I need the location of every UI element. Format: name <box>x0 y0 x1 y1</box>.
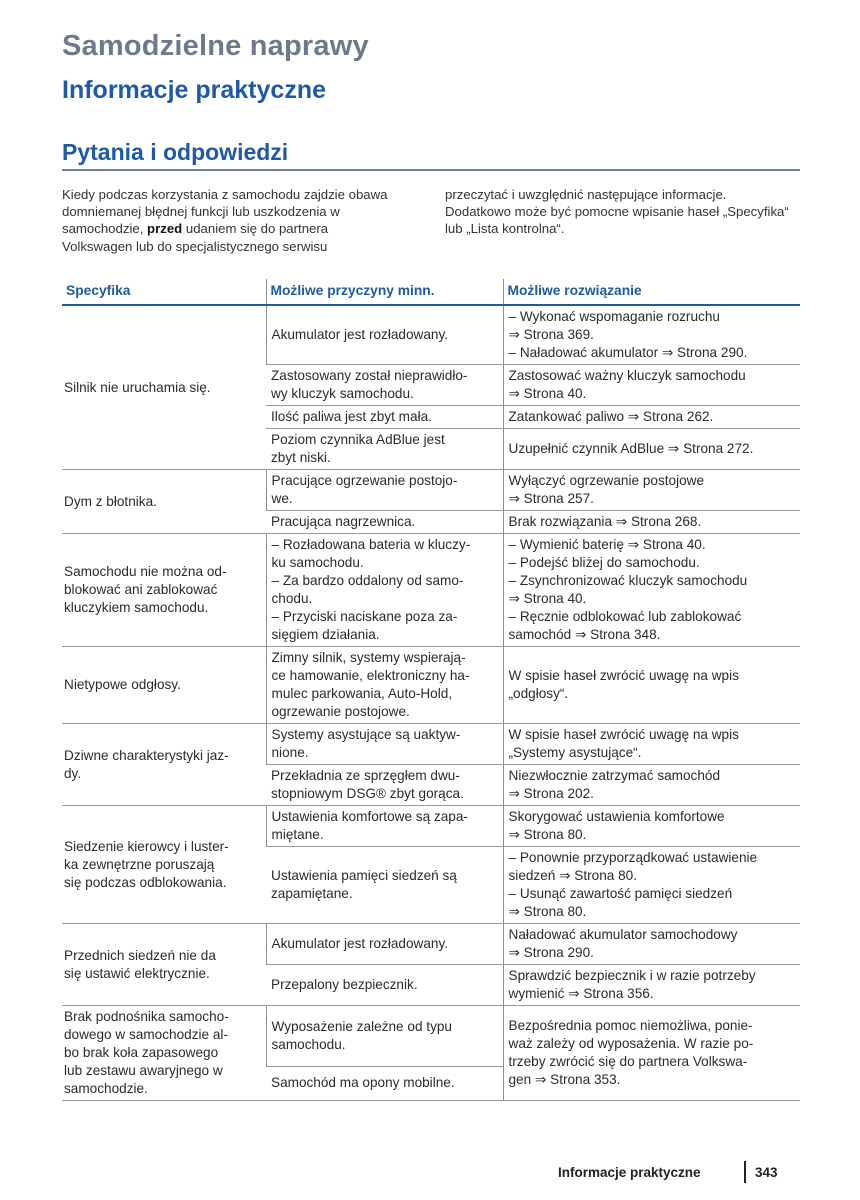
cause-cell <box>266 647 503 724</box>
solution-cell <box>503 847 800 924</box>
solution-cell-line: Skorygować ustawienia komfortowe <box>508 809 725 824</box>
cause-cell-line: Systemy asystujące są uaktyw- <box>271 727 461 742</box>
solution-cell <box>503 647 800 724</box>
solution-cell-line: ⇒ Strona 369. <box>508 327 594 342</box>
solution-cell-line: Wyłączyć ogrzewanie postojowe <box>508 473 705 488</box>
solution-cell-line: – Naładować akumulator ⇒ Strona 290. <box>508 345 748 360</box>
solution-cell <box>503 406 800 429</box>
cause-cell-line: we. <box>271 491 293 506</box>
solution-cell-line: Zastosować ważny kluczyk samochodu <box>508 368 746 383</box>
spec-cell-line: Przednich siedzeń nie da <box>64 947 216 963</box>
table-header-row <box>62 279 800 305</box>
cause-cell-line: ce hamowanie, elektroniczny ha- <box>271 668 470 683</box>
cause-cell <box>266 965 503 1006</box>
section-title: Informacje praktyczne <box>62 76 326 104</box>
solution-cell-line: – Ponownie przyporządkować ustawienie <box>508 850 758 865</box>
solution-cell-line: W spisie haseł zwrócić uwagę na wpis <box>508 727 739 742</box>
solution-cell-line: ⇒ Strona 80. <box>508 904 587 919</box>
solution-cell <box>503 470 800 511</box>
solution-cell-line: Naładować akumulator samochodowy <box>508 927 738 942</box>
intro-bold-word: przed <box>147 221 183 237</box>
cause-cell-line: Ustawienia pamięci siedzeń są <box>271 868 457 883</box>
solution-cell-line: Zatankować paliwo ⇒ Strona 262. <box>508 409 714 424</box>
cause-cell <box>266 1066 503 1100</box>
cause-cell <box>266 765 503 806</box>
cause-cell <box>266 1006 503 1067</box>
cause-cell-line: Wyposażenie zależne od typu <box>271 1018 452 1034</box>
solution-cell-line: Brak rozwiązania ⇒ Strona 268. <box>508 514 702 529</box>
spec-cell-line: lub zestawu awaryjnego w <box>64 1063 223 1078</box>
cause-cell-line: zapamiętane. <box>271 886 353 901</box>
solution-cell-line: ⇒ Strona 40. <box>508 591 587 606</box>
solution-cell-line: – Zsynchronizować kluczyk samochodu <box>508 573 748 588</box>
chapter-title: Samodzielne naprawy <box>62 30 369 62</box>
cause-cell-line: Samochód ma opony mobilne. <box>271 1075 455 1091</box>
spec-cell-line: dowego w samochodzie al- <box>64 1027 228 1042</box>
spec-cell-line: się podczas odblokowania. <box>64 874 227 890</box>
cause-cell-line: Akumulator jest rozładowany. <box>271 936 449 951</box>
solution-cell-line: – Podejść bliżej do samochodu. <box>508 555 700 570</box>
solution-cell-line: Niezwłocznie zatrzymać samochód <box>508 768 721 783</box>
subsection-rule <box>62 169 800 171</box>
spec-cell <box>62 924 266 1006</box>
cause-cell <box>266 924 503 965</box>
header-przyczyny: Możliwe przyczyny minn. <box>266 279 503 305</box>
cause-cell <box>266 305 503 365</box>
intro-text-after: udaniem się do partnera Volkswagen lub do specjalistycznego serwisu <box>62 221 329 254</box>
cause-cell <box>266 511 503 534</box>
solution-cell-line: ⇒ Strona 40. <box>508 386 587 401</box>
cause-cell-line: Zastosowany został nieprawidło- <box>271 368 468 383</box>
footer-section-label: Informacje praktyczne <box>558 1165 701 1180</box>
solution-cell-line: – Wykonać wspomaganie rozruchu <box>508 309 720 324</box>
table-row <box>62 924 800 965</box>
spec-cell-line: ka zewnętrzne poruszają <box>64 856 215 872</box>
intro-right-column: przeczytać i uwzględnić następujące informacje. Dodatkowo może być pomocne wpisanie haseł „Specyfika“ lub „Lista kontrolna“. <box>445 187 789 237</box>
troubleshooting-table <box>62 279 800 1101</box>
cause-cell-line: chodu. <box>271 591 313 606</box>
cause-cell-line: Przepalony bezpiecznik. <box>271 977 418 992</box>
solution-cell-line: ⇒ Strona 202. <box>508 786 594 801</box>
intro-text-before: Kiedy podczas korzystania z samochodu zajdzie obawa domniemanej błędnej funkcji lub uszkodzenia w samochodzie, <box>62 187 388 237</box>
cause-cell-line: Pracujące ogrzewanie postojo- <box>271 473 458 488</box>
solution-cell <box>503 534 800 647</box>
cause-cell <box>266 365 503 406</box>
cause-cell-line: ogrzewanie postojowe. <box>271 704 410 719</box>
cause-cell-line: Pracująca nagrzewnica. <box>271 514 416 529</box>
cause-cell-line: mulec parkowania, Auto-Hold, <box>271 686 453 701</box>
cause-cell <box>266 470 503 511</box>
table-row <box>62 806 800 847</box>
solution-cell-line: samochód ⇒ Strona 348. <box>508 627 661 642</box>
page-number: 343 <box>755 1165 778 1180</box>
solution-cell <box>503 305 800 365</box>
solution-cell-line: ⇒ Strona 257. <box>508 491 594 506</box>
cause-cell-line: sięgiem działania. <box>271 627 380 642</box>
spec-cell-line: bo brak koła zapasowego <box>64 1045 219 1060</box>
solution-cell <box>503 965 800 1006</box>
spec-cell <box>62 305 266 470</box>
spec-cell-line: Silnik nie uruchamia się. <box>64 379 211 395</box>
solution-cell <box>503 806 800 847</box>
solution-cell-line: „Systemy asystujące“. <box>508 745 642 760</box>
footer-divider <box>744 1161 746 1183</box>
spec-cell-line: samochodzie. <box>64 1081 148 1096</box>
solution-cell-line: Uzupełnić czynnik AdBlue ⇒ Strona 272. <box>508 441 754 456</box>
cause-cell-line: Ilość paliwa jest zbyt mała. <box>271 409 432 424</box>
spec-cell <box>62 806 266 924</box>
solution-cell-line: W spisie haseł zwrócić uwagę na wpis <box>508 668 739 683</box>
table-row <box>62 534 800 647</box>
spec-cell <box>62 1006 266 1101</box>
table-body <box>62 305 800 1101</box>
solution-cell-line: ⇒ Strona 290. <box>508 945 594 960</box>
solution-cell-line: trzeby zwrócić się do partnera Volkswa- <box>508 1054 748 1069</box>
spec-cell-line: Brak podnośnika samocho- <box>64 1009 229 1024</box>
cause-cell-line: stopniowym DSG® zbyt gorąca. <box>271 786 464 801</box>
solution-cell <box>503 724 800 765</box>
intro-left-column <box>62 186 402 255</box>
solution-cell-line: Sprawdzić bezpiecznik i w razie potrzeby <box>508 968 756 983</box>
solution-cell-line: Bezpośrednia pomoc niemożliwa, ponie- <box>508 1018 753 1033</box>
solution-cell <box>503 924 800 965</box>
cause-cell <box>266 806 503 847</box>
cause-cell <box>266 534 503 647</box>
solution-cell <box>503 511 800 534</box>
cause-cell-line: Akumulator jest rozładowany. <box>271 327 449 342</box>
header-specyfika: Specyfika <box>62 279 266 305</box>
cause-cell-line: – Za bardzo oddalony od samo- <box>271 573 464 588</box>
spec-cell-line: Dziwne charakterystyki jaz- <box>64 747 229 763</box>
cause-cell-line: Przekładnia ze sprzęgłem dwu- <box>271 768 460 783</box>
cause-cell-line: Poziom czynnika AdBlue jest <box>271 432 445 447</box>
table-row <box>62 724 800 765</box>
header-rozwiazanie: Możliwe rozwiązanie <box>503 279 800 305</box>
solution-cell <box>503 365 800 406</box>
cause-cell <box>266 429 503 470</box>
cause-cell-line: Zimny silnik, systemy wspierają- <box>271 650 466 665</box>
cause-cell-line: zbyt niski. <box>271 450 331 465</box>
spec-cell-line: dy. <box>64 765 82 781</box>
spec-cell <box>62 470 266 534</box>
solution-cell <box>503 765 800 806</box>
spec-cell-line: kluczykiem samochodu. <box>64 600 209 615</box>
spec-cell-line: się ustawić elektrycznie. <box>64 965 210 981</box>
spec-cell <box>62 647 266 724</box>
cause-cell <box>266 406 503 429</box>
solution-cell-line: waż zależy od wyposażenia. W razie po- <box>508 1036 754 1051</box>
spec-cell-line: Dym z błotnika. <box>64 493 157 509</box>
table-row <box>62 305 800 365</box>
cause-cell <box>266 724 503 765</box>
solution-cell-line: siedzeń ⇒ Strona 80. <box>508 868 638 883</box>
spec-cell <box>62 724 266 806</box>
cause-cell-line: Ustawienia komfortowe są zapa- <box>271 809 468 824</box>
cause-cell-line: – Przyciski naciskane poza za- <box>271 609 458 624</box>
solution-cell <box>503 429 800 470</box>
cause-cell <box>266 847 503 924</box>
spec-cell-line: Nietypowe odgłosy. <box>64 677 181 692</box>
solution-cell-line: – Wymienić baterię ⇒ Strona 40. <box>508 537 706 552</box>
cause-cell-line: wy kluczyk samochodu. <box>271 386 414 401</box>
solution-cell-line: gen ⇒ Strona 353. <box>508 1072 621 1087</box>
cause-cell-line: samochodu. <box>271 1036 346 1052</box>
spec-cell-line: blokować ani zablokować <box>64 582 218 597</box>
spec-cell-line: Siedzenie kierowcy i luster- <box>64 838 229 854</box>
table-row <box>62 1006 800 1067</box>
table-row <box>62 470 800 511</box>
spec-cell-line: Samochodu nie można od- <box>64 564 227 579</box>
solution-cell-line: – Ręcznie odblokować lub zablokować <box>508 609 742 624</box>
solution-cell-line: „odgłosy“. <box>508 686 569 701</box>
table-row <box>62 647 800 724</box>
cause-cell-line: ku samochodu. <box>271 555 364 570</box>
cause-cell-line: – Rozładowana bateria w kluczy- <box>271 537 471 552</box>
solution-cell-line: wymienić ⇒ Strona 356. <box>508 986 654 1001</box>
solution-cell-line: – Usunąć zawartość pamięci siedzeń <box>508 886 733 901</box>
cause-cell-line: nione. <box>271 745 309 760</box>
cause-cell-line: miętane. <box>271 827 324 842</box>
subsection-title: Pytania i odpowiedzi <box>62 139 289 165</box>
solution-cell <box>503 1006 800 1101</box>
spec-cell <box>62 534 266 647</box>
solution-cell-line: ⇒ Strona 80. <box>508 827 587 842</box>
